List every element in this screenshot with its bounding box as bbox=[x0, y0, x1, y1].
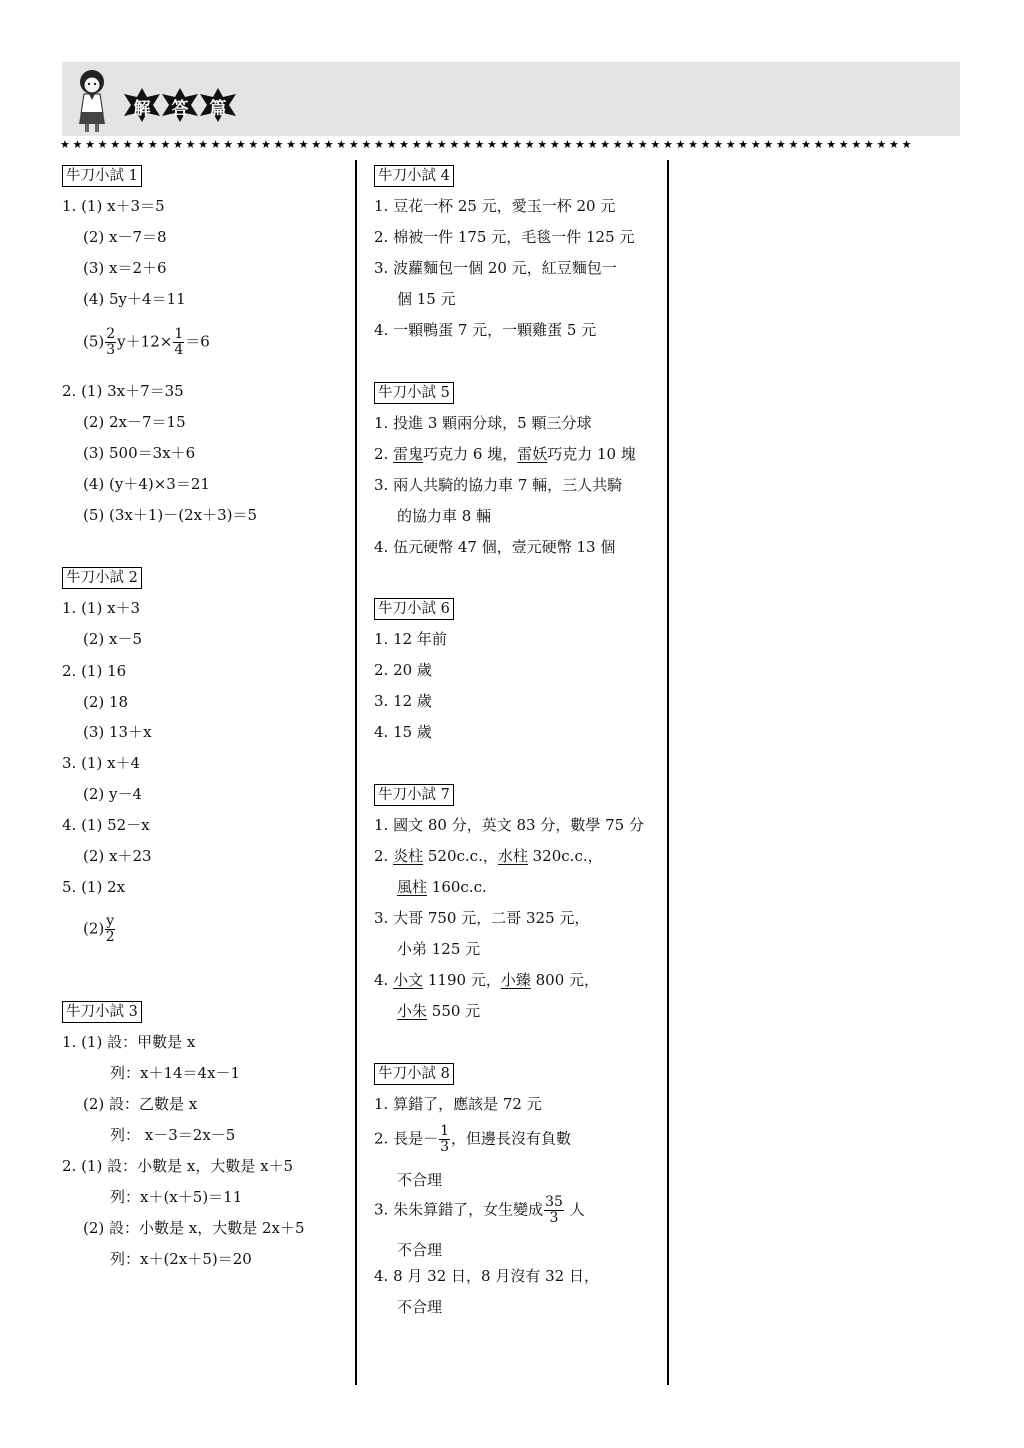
answer-line: 1. (1) x＋3＝5 bbox=[62, 197, 165, 215]
section-title: 牛刀小試 4 bbox=[374, 165, 454, 187]
section-title: 牛刀小試 6 bbox=[374, 598, 454, 620]
answer-line: 1. 12 年前 bbox=[374, 630, 447, 648]
answer-line: 個 15 元 bbox=[397, 290, 456, 308]
answer-line: 的協力車 8 輛 bbox=[397, 507, 492, 525]
title-badge bbox=[160, 88, 200, 122]
answer-line: 3. 朱朱算錯了，女生變成 $\frac{35}{3}$ 人 bbox=[374, 1194, 585, 1226]
star-divider: ★★★★★★★★★★★★★★★★★★★★★★★★★★★★★★★★★★★★★★★★★★★★★★★★★★★★★★★★★★★★★★★★★★★★ bbox=[60, 138, 915, 151]
answer-line: (2) 設：乙數是 x bbox=[83, 1095, 198, 1113]
answer-line: 2. 炎柱 520c.c.，水柱 320c.c.， bbox=[374, 847, 603, 865]
answer-line: 列：x＋(2x＋5)＝20 bbox=[110, 1250, 252, 1268]
answer-line: (2) 設：小數是 x，大數是 2x＋5 bbox=[83, 1219, 305, 1237]
title-badge bbox=[122, 88, 162, 122]
answer-line: (4) 5y＋4＝11 bbox=[83, 290, 186, 308]
answer-line: 不合理 bbox=[397, 1241, 443, 1259]
column-divider bbox=[667, 160, 669, 1385]
section-title: 牛刀小試 3 bbox=[62, 1001, 142, 1023]
answer-line: 2. 長是－ $\frac{1}{3}$ ，但邊長沒有負數 bbox=[374, 1123, 572, 1155]
title-badge bbox=[198, 88, 238, 122]
answer-line: 4. (1) 52－x bbox=[62, 816, 150, 834]
answer-line: 列：x＋(x＋5)＝11 bbox=[110, 1188, 243, 1206]
answer-line: 風柱 160c.c. bbox=[397, 878, 487, 896]
fraction: $\frac{y}{2}$ bbox=[105, 913, 115, 945]
answer-line: 3. 大哥 750 元，二哥 325 元， bbox=[374, 909, 590, 927]
answer-line: (2) 18 bbox=[83, 693, 129, 711]
answer-line: 1. 投進 3 顆兩分球，5 顆三分球 bbox=[374, 414, 592, 432]
answer-line: (2) $\frac{y}{2}$ bbox=[83, 913, 115, 945]
answer-line: 2. 雷鬼巧克力 6 塊，雷妖巧克力 10 塊 bbox=[374, 445, 636, 463]
answer-line: 1. 算錯了，應該是 72 元 bbox=[374, 1095, 542, 1113]
page-header bbox=[62, 62, 960, 136]
answer-line: (3) x＝2＋6 bbox=[83, 259, 167, 277]
section-title: 牛刀小試 8 bbox=[374, 1063, 454, 1085]
answer-line: 4. 8 月 32 日，8 月沒有 32 日， bbox=[374, 1267, 599, 1285]
fraction: $\frac{1}{3}$ bbox=[440, 1123, 450, 1155]
fraction: $\frac{35}{3}$ bbox=[545, 1194, 563, 1226]
answer-line: 4. 伍元硬幣 47 個，壹元硬幣 13 個 bbox=[374, 538, 616, 556]
answer-line: 3. 兩人共騎的協力車 7 輛，三人共騎 bbox=[374, 476, 623, 494]
answer-title-badges bbox=[122, 88, 236, 122]
section-title: 牛刀小試 2 bbox=[62, 567, 142, 589]
answer-line: 小弟 125 元 bbox=[397, 940, 481, 958]
answer-line: (2) 2x－7＝15 bbox=[83, 413, 186, 431]
answer-line: (2) x－7＝8 bbox=[83, 228, 167, 246]
answer-line: (4) (y＋4)×3＝21 bbox=[83, 475, 210, 493]
column-divider bbox=[355, 160, 357, 1385]
answer-line: 2. (1) 設：小數是 x，大數是 x＋5 bbox=[62, 1157, 294, 1175]
girl-mascot-icon bbox=[72, 68, 112, 134]
answer-line: 3. 波蘿麵包一個 20 元，紅豆麵包一 bbox=[374, 259, 617, 277]
title-badge-text: 篇 bbox=[209, 99, 227, 119]
answer-line: 2. 20 歲 bbox=[374, 661, 432, 679]
answer-line: 4. 一顆鴨蛋 7 元，一顆雞蛋 5 元 bbox=[374, 321, 597, 339]
answer-line: 4. 小文 1190 元，小臻 800 元， bbox=[374, 971, 600, 989]
answer-line: 不合理 bbox=[397, 1171, 443, 1189]
answer-line: (2) x－5 bbox=[83, 630, 143, 648]
answer-line: (2) y－4 bbox=[83, 785, 143, 803]
section-title: 牛刀小試 1 bbox=[62, 165, 142, 187]
answer-line: 4. 15 歲 bbox=[374, 723, 432, 741]
section-title: 牛刀小試 7 bbox=[374, 784, 454, 806]
answer-line: 小朱 550 元 bbox=[397, 1002, 481, 1020]
fraction: $\frac{1}{4}$ bbox=[174, 326, 184, 358]
answer-line: 不合理 bbox=[397, 1298, 443, 1316]
title-badge-text: 答 bbox=[171, 99, 189, 119]
answer-line: 1. (1) 設：甲數是 x bbox=[62, 1033, 196, 1051]
answer-line: (5) $\frac{2}{3}$ y＋12× $\frac{1}{4}$ ＝6 bbox=[83, 326, 210, 358]
answer-line: 2. (1) 16 bbox=[62, 662, 127, 680]
title-badge-text: 解 bbox=[133, 99, 151, 119]
answer-line: 2. (1) 3x＋7＝35 bbox=[62, 382, 184, 400]
answer-line: 2. 棉被一件 175 元，毛毯一件 125 元 bbox=[374, 228, 635, 246]
answer-line: (3) 500＝3x＋6 bbox=[83, 444, 196, 462]
answer-line: (5) (3x＋1)－(2x＋3)＝5 bbox=[83, 506, 258, 524]
answer-line: 列：x＋14＝4x－1 bbox=[110, 1064, 241, 1082]
answer-line: 1. (1) x＋3 bbox=[62, 599, 141, 617]
section-title: 牛刀小試 5 bbox=[374, 382, 454, 404]
answer-line: 5. (1) 2x bbox=[62, 878, 126, 896]
answer-line: (3) 13＋x bbox=[83, 723, 152, 741]
answer-line: 3. 12 歲 bbox=[374, 692, 432, 710]
answer-line: 1. 國文 80 分，英文 83 分，數學 75 分 bbox=[374, 816, 644, 834]
answer-line: 1. 豆花一杯 25 元，愛玉一杯 20 元 bbox=[374, 197, 616, 215]
answer-line: 列： x－3＝2x－5 bbox=[110, 1126, 236, 1144]
fraction: $\frac{2}{3}$ bbox=[106, 326, 116, 358]
answer-line: (2) x＋23 bbox=[83, 847, 152, 865]
answer-line: 3. (1) x＋4 bbox=[62, 754, 141, 772]
